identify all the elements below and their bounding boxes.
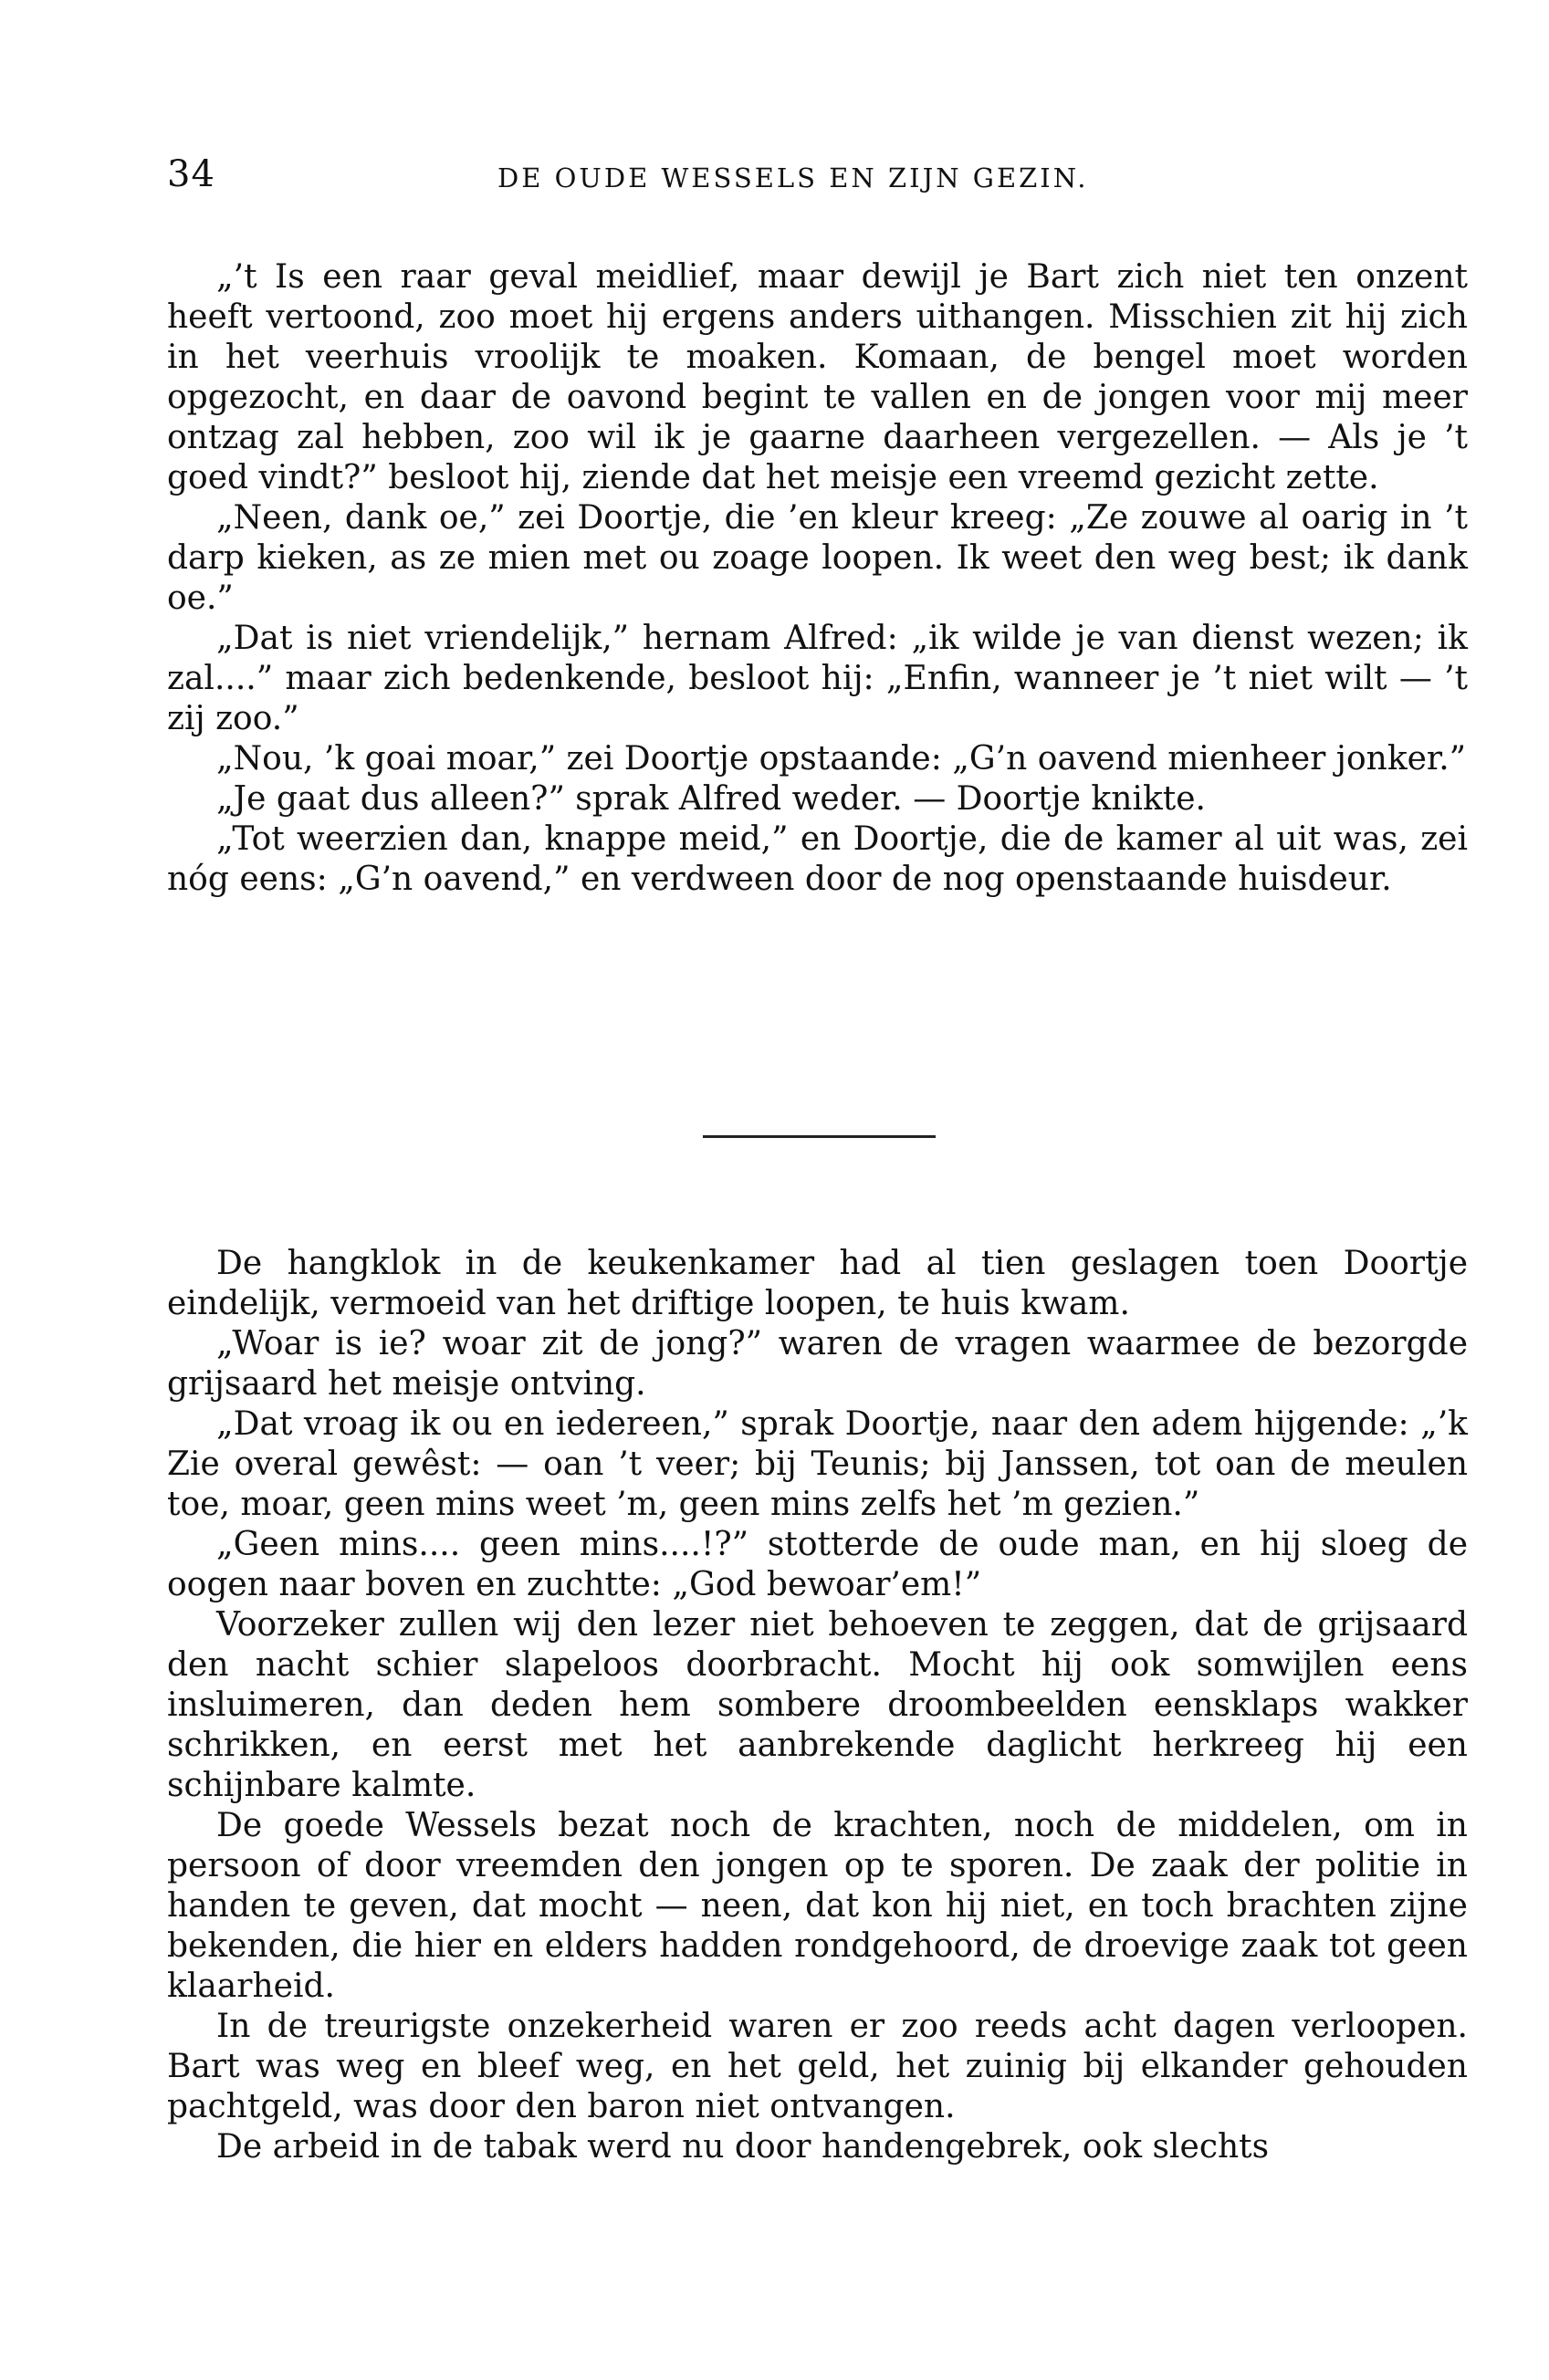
section-divider xyxy=(703,1135,936,1138)
running-title: DE OUDE WESSELS EN ZIJN GEZIN. xyxy=(497,162,1089,193)
section-two xyxy=(167,1244,1468,2167)
paragraph: „Woar is ie? woar zit de jong?” waren de vragen waarmee de bezorgde grijsaard het meisje ontving. xyxy=(167,1325,1468,1403)
paragraph: De hangklok in de keukenkamer had al tien geslagen toen Doortje eindelijk, vermoeid van het driftige loopen, te huis kwam. xyxy=(167,1245,1468,1322)
paragraph: „Dat vroag ik ou en iedereen,” sprak Doortje, naar den adem hijgende: „’k Zie overal gewêst: — oan ’t veer; bij Teunis; bij Janssen, tot oan de meulen toe, moar, geen mins weet ’m, geen mins zelfs het ’m gezien.” xyxy=(167,1405,1468,1523)
paragraph: De goede Wessels bezat noch de krachten, noch de middelen, om in persoon of door vreemden den jongen op te sporen. De zaak der politie in handen te geven, dat mocht — neen, dat kon hij niet, en toch brachten zijne bekenden, die hier en elders hadden rondgehoord, de droevige zaak tot geen klaarheid. xyxy=(167,1807,1468,2005)
paragraph: „Nou, ’k goai moar,” zei Doortje opstaande: „G’n oavend mienheer jonker.” xyxy=(216,740,1467,778)
paragraph: „’t Is een raar geval meidlief, maar dewijl je Bart zich niet ten onzent heeft vertoond, zoo moet hij ergens anders uithangen. Misschien zit hij zich in het veerhuis vroolijk te moaken. Komaan, de bengel moet worden opgezocht, en daar de oavond begint te vallen en de jongen voor mij meer ontzag zal hebben, zoo wil ik je gaarne daarheen vergezellen. — Als je ’t goed vindt?” besloot hij, ziende dat het meisje een vreemd gezicht zette. xyxy=(167,258,1468,496)
paragraph: De arbeid in de tabak werd nu door handengebrek, ook slechts xyxy=(216,2128,1270,2166)
paragraph: Voorzeker zullen wij den lezer niet behoeven te zeggen, dat de grijsaard den nacht schier slapeloos doorbracht. Mocht hij ook somwijlen eens insluimeren, dan deden hem sombere droombeelden eensklaps wakker schrikken, en eerst met het aanbrekende daglicht herkreeg hij een schijnbare kalmte. xyxy=(167,1606,1468,1804)
paragraph: In de treurigste onzekerheid waren er zoo reeds acht dagen verloopen. Bart was weg en bleef weg, en het geld, het zuinig bij elkander gehouden pachtgeld, was door den baron niet ontvangen. xyxy=(167,2008,1468,2125)
paragraph: „Je gaat dus alleen?” sprak Alfred weder. — Doortje knikte. xyxy=(216,780,1206,818)
section-one xyxy=(167,257,1468,900)
page-number: 34 xyxy=(167,153,215,195)
paragraph: „Tot weerzien dan, knappe meid,” en Doortje, die de kamer al uit was, zei nóg eens: „G’n oavend,” en verdween door de nog openstaande huisdeur. xyxy=(167,820,1468,898)
paragraph: „Geen mins.... geen mins....!?” stotterde de oude man, en hij sloeg de oogen naar boven en zuchtte: „God bewoar’em!” xyxy=(167,1526,1468,1603)
paragraph: „Neen, dank oe,” zei Doortje, die ’en kleur kreeg: „Ze zouwe al oarig in ’t darp kieken, as ze mien met ou zoage loopen. Ik weet den weg best; ik dank oe.” xyxy=(167,499,1468,617)
paragraph: „Dat is niet vriendelijk,” hernam Alfred: „ik wilde je van dienst wezen; ik zal....” maar zich bedenkende, besloot hij: „Enfin, wanneer je ’t niet wilt — ’t zij zoo.” xyxy=(167,620,1468,737)
page-header xyxy=(167,153,1486,208)
